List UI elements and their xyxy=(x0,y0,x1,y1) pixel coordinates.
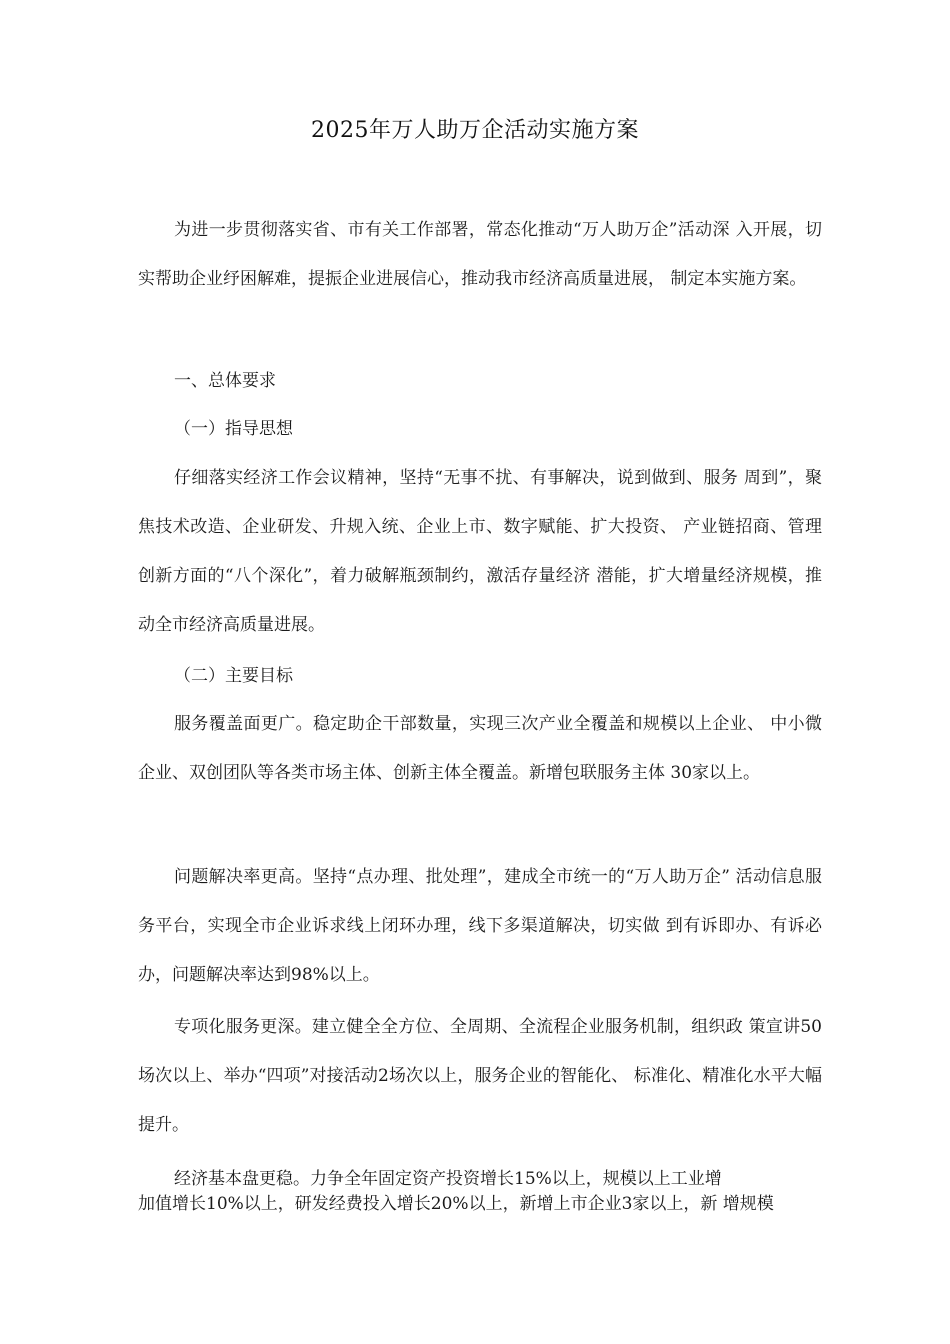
goal-specialized-service-paragraph: 专项化服务更深。建立健全全方位、全周期、全流程企业服务机制，组织政 策宣讲50场次以上、举办“四项”对接活动2场次以上，服务企业的智能化、 标准化、精准化水平大幅提升。 xyxy=(138,1017,822,1135)
goal-economy-line-2: 加值增长10%以上，研发经费投入增长20%以上，新增上市企业3家以上，新 增规模 xyxy=(138,1194,774,1214)
section-heading-general-requirements: 一、总体要求 xyxy=(174,371,276,391)
intro-paragraph: 为进一步贯彻落实省、市有关工作部署，常态化推动“万人助万企”活动深 入开展，切实帮助企业纾困解难，提振企业进展信心，推动我市经济高质量进展， 制定本实施方案。 xyxy=(138,220,822,289)
document-title: 2025年万人助万企活动实施方案 xyxy=(311,118,639,143)
subsection-heading-guiding-ideology: （一）指导思想 xyxy=(174,419,293,439)
guiding-ideology-paragraph: 仔细落实经济工作会议精神，坚持“无事不扰、有事解决，说到做到、服务 周到”，聚焦技术改造、企业研发、升规入统、企业上市、数字赋能、扩大投资、 产业链招商、管理创新方面的“八个深化”，着力破解瓶颈制约，激活存量经济 潜能，扩大增量经济规模，推动全市经济高质量进展。 xyxy=(138,468,822,635)
goal-service-coverage-paragraph: 服务覆盖面更广。稳定助企干部数量，实现三次产业全覆盖和规模以上企业、 中小微企业、双创团队等各类市场主体、创新主体全覆盖。新增包联服务主体 30家以上。 xyxy=(138,714,822,783)
goal-problem-resolution-paragraph: 问题解决率更高。坚持“点办理、批处理”，建成全市统一的“万人助万企” 活动信息服务平台，实现全市企业诉求线上闭环办理，线下多渠道解决，切实做 到有诉即办、有诉必办，问题解决率达到98%以上。 xyxy=(138,867,822,985)
subsection-heading-main-goals: （二）主要目标 xyxy=(174,666,293,686)
goal-economy-line-1: 经济基本盘更稳。力争全年固定资产投资增长15%以上，规模以上工业增 xyxy=(174,1169,722,1189)
